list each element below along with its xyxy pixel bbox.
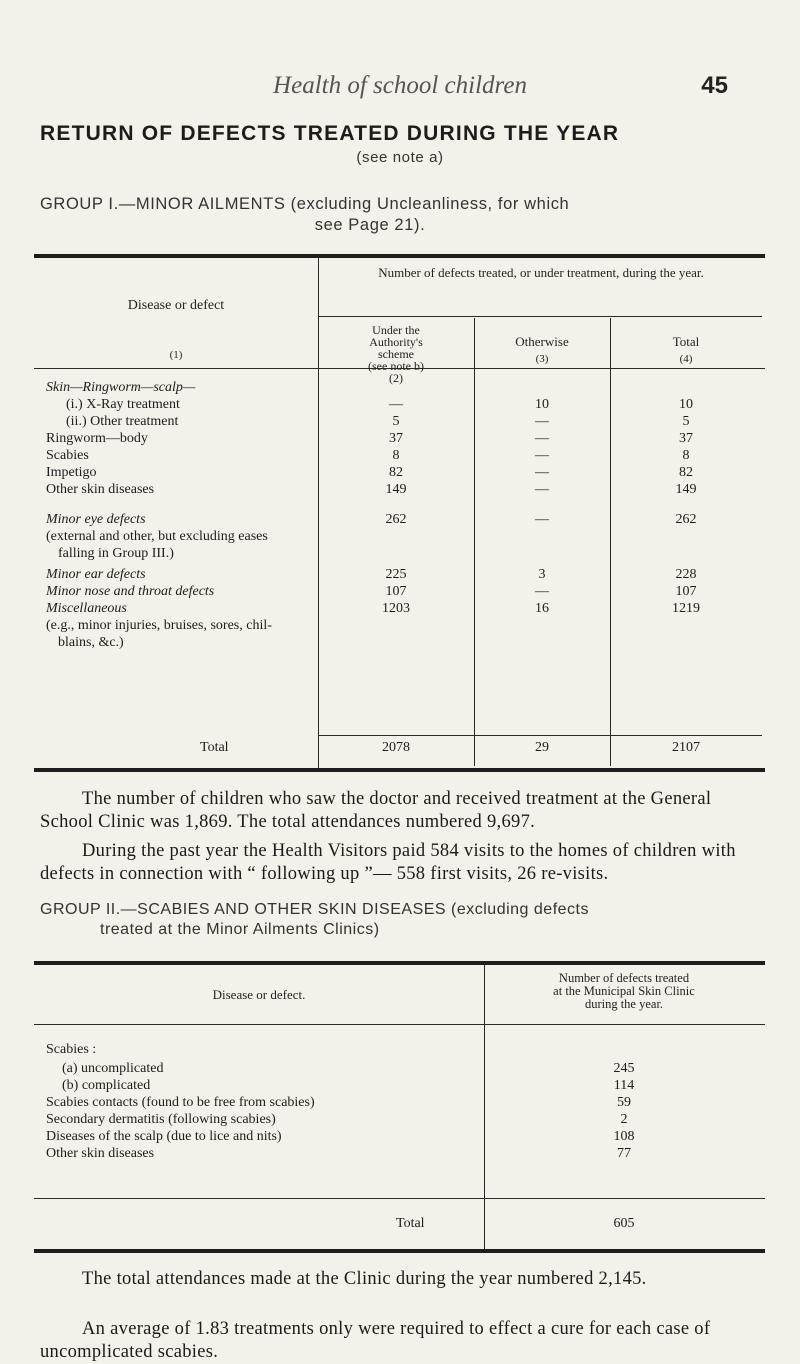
table1-cell: — (535, 448, 549, 463)
table2-col2-header-line3: during the year. (584, 997, 664, 1011)
table1-total-rule (318, 735, 762, 736)
table1-cell: 10 (679, 397, 693, 412)
table2-cell: 114 (613, 1078, 635, 1093)
table1-row-label: (ii.) Other treatment (66, 414, 179, 429)
table1-total-cell: 2078 (382, 740, 410, 755)
table1-cell: 8 (682, 448, 690, 463)
table1-row-label: (e.g., minor injuries, bruises, sores, chil- (46, 618, 272, 633)
group2-heading (40, 900, 764, 940)
table2-total-cell: 605 (613, 1216, 635, 1231)
table2-col1-header: Disease or defect. (212, 987, 306, 1002)
table1-total-cell: 29 (535, 740, 549, 755)
table1-cell: 262 (675, 512, 697, 527)
table2-col2-header-line1: Number of defects treated (558, 971, 690, 985)
page-number: 45 (701, 72, 728, 99)
table1-cell: 225 (385, 567, 407, 582)
table1-row-label: Impetigo (46, 465, 97, 480)
table1-col1-num: (1) (169, 349, 183, 361)
table1-cell: 8 (392, 448, 400, 463)
page-header (0, 72, 800, 102)
table1-row-label: falling in Group III.) (58, 546, 174, 561)
table1-bottom-rule (34, 768, 765, 772)
table1-row-label: Miscellaneous (46, 601, 127, 616)
table1-cell: 5 (392, 414, 400, 429)
table1-row-label: Other skin diseases (46, 482, 155, 497)
page-title: RETURN OF DEFECTS TREATED DURING THE YEAR (40, 122, 620, 145)
table1-group-header: Number of defects treated, or under treatment, during the year. (378, 265, 704, 280)
table1-cell: — (389, 397, 403, 412)
group2-heading-line2: treated at the Minor Ailments Clinics) (100, 921, 380, 938)
table1-cell: 107 (385, 584, 407, 599)
table2-cell: 2 (620, 1112, 628, 1127)
col2-header-line1: Under the (372, 323, 420, 337)
row-0-label: Skin—Ringworm—scalp— (46, 380, 196, 395)
table1-cell: 5 (682, 414, 690, 429)
table2-top-rule (34, 961, 765, 965)
table1-col4-header: Total (672, 334, 700, 349)
table1-vrule-2 (474, 318, 475, 766)
table1-row-label: (external and other, but excluding eases (46, 529, 268, 544)
table1-col3-num: (3) (535, 353, 549, 365)
table1-vrule-3 (610, 318, 611, 766)
table1-cell: 1219 (672, 601, 700, 616)
table1-cell: 149 (675, 482, 697, 497)
table2-row-label: Scabies contacts (found to be free from scabies) (46, 1095, 315, 1110)
paragraph-2: During the past year the Health Visitors paid 584 visits to the homes of children with defects in connection with “ following up ”— 558 first visits, 26 re-visits. (40, 841, 736, 884)
table1-row-label: Minor eye defects (46, 512, 146, 527)
col2-header-line3: scheme (378, 347, 414, 361)
group2-heading-line1: GROUP II.—SCABIES AND OTHER SKIN DISEASES (excluding defects (40, 901, 589, 918)
table2-bottom-rule (34, 1249, 765, 1253)
table1-cell: 149 (385, 482, 407, 497)
table1-cell: — (535, 512, 549, 527)
table2-row-label: (a) uncomplicated (62, 1061, 164, 1076)
table2-row-label: Diseases of the scalp (due to lice and nits) (46, 1129, 282, 1144)
col2-header-line2: Authority's (369, 335, 423, 349)
table1-row-label: Scabies (46, 448, 89, 463)
table1-cell: 10 (535, 397, 549, 412)
table2-col2-header-line2: at the Municipal Skin Clinic (553, 984, 695, 998)
table1-cell: 82 (679, 465, 693, 480)
table2-cell: 245 (613, 1061, 635, 1076)
table1-row-label (46, 380, 316, 396)
running-title: Health of school children (273, 72, 527, 99)
table1-cell: 107 (675, 584, 697, 599)
table2-row-label: Scabies : (46, 1042, 97, 1057)
table2-total-label: Total (396, 1216, 425, 1231)
table1-cell: — (535, 584, 549, 599)
table1-row-label: Ringworm—body (46, 431, 148, 446)
table1-row-label: Minor nose and throat defects (46, 584, 215, 599)
paragraph-3: The total attendances made at the Clinic during the year numbered 2,145. (82, 1269, 647, 1289)
col2-header-line4: (see note b) (368, 359, 424, 373)
table1-col4-num: (4) (679, 353, 693, 365)
table1-col1-header: Disease or defect (127, 298, 225, 313)
table1-cell: 1203 (382, 601, 410, 616)
table1-total-label: Total (200, 740, 229, 755)
table2-total-rule (34, 1198, 765, 1199)
table1-total-cell: 2107 (672, 740, 700, 755)
table1-row-label: Minor ear defects (46, 567, 146, 582)
table2-cell: 59 (617, 1095, 631, 1110)
table1-row-label: blains, &c.) (58, 635, 124, 650)
table2-cell: 108 (613, 1129, 635, 1144)
table2-col2-header (484, 972, 764, 1011)
table1-col3-header: Otherwise (515, 334, 569, 349)
table2-row-label: Secondary dermatitis (following scabies) (46, 1112, 276, 1127)
table1-cell: — (535, 482, 549, 497)
table2-header-rule (34, 1024, 765, 1025)
table1-cell: — (535, 431, 549, 446)
paragraph-4: An average of 1.83 treatments only were required to effect a cure for each case of uncomplicated scabies. (40, 1319, 711, 1362)
paragraph-1: The number of children who saw the doctor and received treatment at the General School Clinic was 1,869. The total attendances numbered 9,697. (40, 789, 712, 832)
group1-heading-line2: see Page 21). (314, 216, 426, 234)
table1-cell: 16 (535, 601, 549, 616)
table1-group-header-rule (318, 316, 762, 317)
page-subtitle: (see note a) (356, 149, 444, 166)
table1-cell: 262 (385, 512, 407, 527)
table1-cell: — (535, 465, 549, 480)
table1-col2-header (318, 324, 474, 384)
table1-cell: 37 (389, 431, 403, 446)
table1-cell: 3 (538, 567, 546, 582)
table2-row-label: (b) complicated (62, 1078, 151, 1093)
group1-heading (40, 194, 760, 236)
table1-cell: 82 (389, 465, 403, 480)
table1-top-rule (34, 254, 765, 258)
group1-heading-line1: GROUP I.—MINOR AILMENTS (excluding Uncleanliness, for which (40, 195, 570, 213)
table1-cell: — (535, 414, 549, 429)
table2-row-label: Other skin diseases (46, 1146, 155, 1161)
table2-cell: 77 (617, 1146, 631, 1161)
table1-cell: 37 (679, 431, 693, 446)
table1-row-label: (i.) X-Ray treatment (66, 397, 180, 412)
col2-num: (2) (389, 371, 403, 385)
table1-cell: 228 (675, 567, 697, 582)
